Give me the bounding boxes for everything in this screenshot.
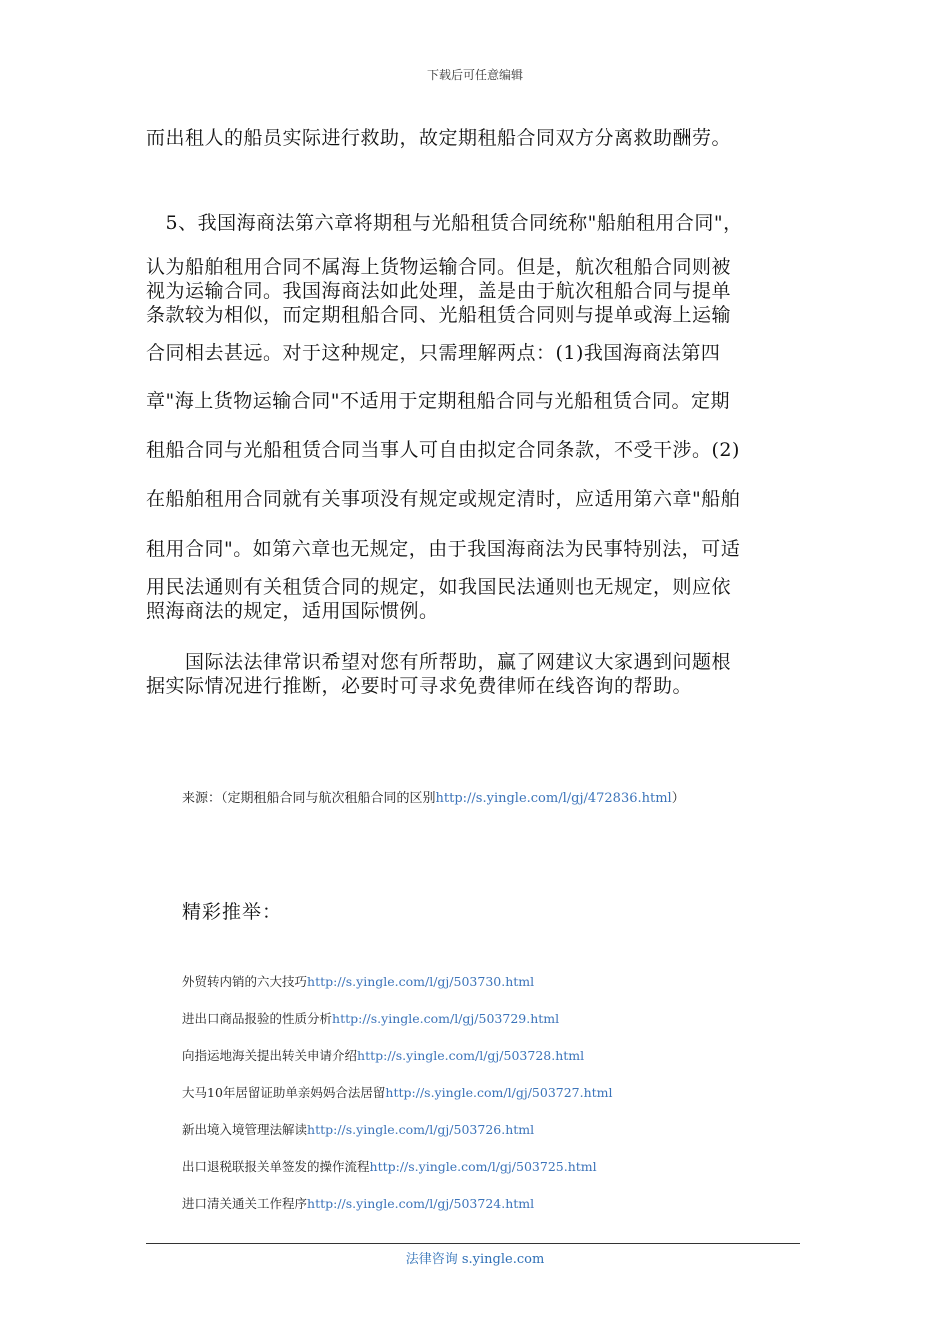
recommend-title: 精彩推举：	[182, 901, 283, 923]
paragraph-2-line: 认为船舶租用合同不属海上货物运输合同。但是，航次租船合同则被	[146, 256, 732, 278]
page-footer[interactable]: 法律咨询 s.yingle.com	[405, 1252, 545, 1267]
recommend-item	[182, 1083, 613, 1101]
recommend-item-label: 新出境入境管理法解读	[182, 1122, 308, 1137]
source-prefix: 来源：（定期租船合同与航次租船合同的区别	[182, 791, 436, 806]
source-suffix: ）	[671, 791, 685, 806]
recommend-item-label: 外贸转内销的六大技巧	[182, 974, 308, 989]
paragraph-2-line: 用民法通则有关租赁合同的规定，如我国民法通则也无规定，则应依	[146, 576, 732, 598]
recommend-item-label: 出口退税联报关单签发的操作流程	[182, 1159, 370, 1174]
recommend-item-link[interactable]: http://s.yingle.com/l/gj/503728.html	[357, 1048, 585, 1063]
recommend-item-label: 进口清关通关工作程序	[182, 1196, 308, 1211]
recommend-item	[182, 1046, 584, 1064]
paragraph-3-line: 国际法法律常识希望对您有所帮助，赢了网建议大家遇到问题根	[146, 651, 732, 673]
recommend-item-link[interactable]: http://s.yingle.com/l/gj/503727.html	[385, 1085, 613, 1100]
paragraph-3-line: 据实际情况进行推断，必要时可寻求免费律师在线咨询的帮助。	[146, 675, 693, 697]
recommend-item-link[interactable]: http://s.yingle.com/l/gj/503729.html	[332, 1011, 560, 1026]
recommend-item-label: 向指运地海关提出转关申请介绍	[182, 1048, 358, 1063]
recommend-item-label: 大马10年居留证助单亲妈妈合法居留	[182, 1085, 386, 1100]
recommend-item-link[interactable]: http://s.yingle.com/l/gj/503730.html	[307, 974, 535, 989]
paragraph-2-line: 视为运输合同。我国海商法如此处理，盖是由于航次租船合同与提单	[146, 280, 732, 302]
source-line	[182, 787, 685, 806]
recommend-item	[182, 1120, 534, 1138]
recommend-item-link[interactable]: http://s.yingle.com/l/gj/503725.html	[369, 1159, 597, 1174]
paragraph-2-line: 租用合同"。如第六章也无规定，由于我国海商法为民事特别法，可适	[146, 538, 741, 560]
source-link[interactable]: http://s.yingle.com/l/gj/472836.html	[435, 791, 672, 806]
paragraph-2-line: 在船舶租用合同就有关事项没有规定或规定清时，应适用第六章"船舶	[146, 488, 741, 510]
paragraph-2-line: 5、我国海商法第六章将期租与光船租赁合同统称"船舶租用合同"，	[146, 212, 743, 234]
paragraph-1-line: 而出租人的船员实际进行救助，故定期租船合同双方分离救助酬劳。	[146, 127, 732, 149]
page-header: 下载后可任意编辑	[426, 68, 523, 82]
recommend-item	[182, 1157, 597, 1175]
recommend-item	[182, 1009, 559, 1027]
paragraph-2-line: 合同相去甚远。对于这种规定，只需理解两点：(1)我国海商法第四	[146, 342, 721, 364]
recommend-item-label: 进出口商品报验的性质分析	[182, 1011, 333, 1026]
paragraph-2-line: 租船合同与光船租赁合同当事人可自由拟定合同条款，不受干涉。(2)	[146, 439, 740, 461]
recommend-item	[182, 972, 534, 990]
recommend-item-link[interactable]: http://s.yingle.com/l/gj/503724.html	[307, 1196, 535, 1211]
recommend-item	[182, 1194, 534, 1212]
paragraph-2-line: 照海商法的规定，适用国际惯例。	[146, 600, 439, 622]
paragraph-2-line: 条款较为相似，而定期租船合同、光船租赁合同则与提单或海上运输	[146, 304, 732, 326]
recommend-item-link[interactable]: http://s.yingle.com/l/gj/503726.html	[307, 1122, 535, 1137]
paragraph-2-line: 章"海上货物运输合同"不适用于定期租船合同与光船租赁合同。定期	[146, 390, 730, 412]
footer-divider	[146, 1243, 800, 1244]
